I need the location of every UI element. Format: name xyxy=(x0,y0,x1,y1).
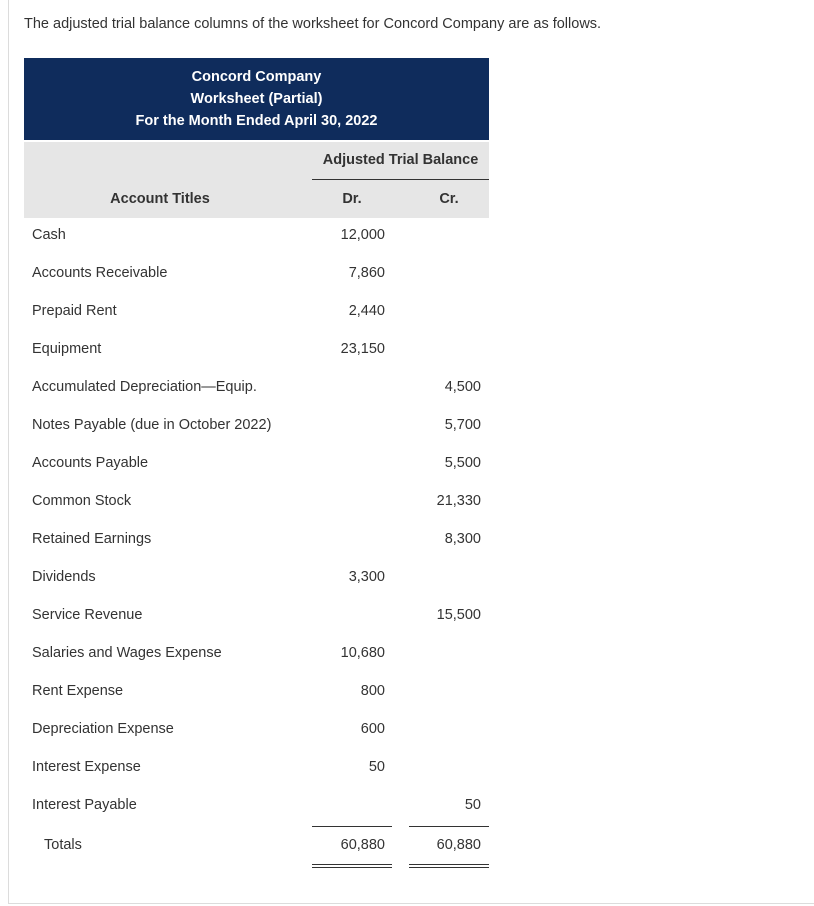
table-row xyxy=(24,750,489,788)
table-row xyxy=(24,294,489,332)
table-row xyxy=(24,332,489,370)
credit-amount: 50 xyxy=(464,797,481,813)
debit-amount: 3,300 xyxy=(348,569,385,585)
account-title: Dividends xyxy=(32,569,96,585)
table-row xyxy=(24,484,489,522)
table-row xyxy=(24,598,489,636)
account-title: Accounts Payable xyxy=(32,455,149,471)
debit-amount: 10,680 xyxy=(340,645,385,661)
account-title: Service Revenue xyxy=(32,607,143,623)
account-title: Rent Expense xyxy=(32,683,124,699)
table-row xyxy=(24,674,489,712)
table-row xyxy=(24,446,489,484)
debit-total: 60,880 xyxy=(340,837,385,853)
table-row xyxy=(24,560,489,598)
worksheet-period: For the Month Ended April 30, 2022 xyxy=(135,113,378,129)
credit-double-underline xyxy=(409,864,489,868)
credit-amount: 5,700 xyxy=(444,417,481,433)
table-row xyxy=(24,370,489,408)
debit-amount: 800 xyxy=(360,683,385,699)
credit-amount: 4,500 xyxy=(444,379,481,395)
worksheet-header xyxy=(24,58,489,140)
account-title: Depreciation Expense xyxy=(32,721,174,737)
debit-amount: 23,150 xyxy=(340,341,385,357)
debit-header: Dr. xyxy=(342,191,362,207)
debit-total-rule xyxy=(312,826,392,827)
company-name: Concord Company xyxy=(191,69,322,85)
intro-text: The adjusted trial balance columns of the worksheet for Concord Company are as follows. xyxy=(24,16,602,32)
account-title: Interest Expense xyxy=(32,759,141,775)
debit-amount: 600 xyxy=(360,721,385,737)
table-row xyxy=(24,636,489,674)
credit-amount: 21,330 xyxy=(436,493,481,509)
account-title: Interest Payable xyxy=(32,797,137,813)
debit-amount: 50 xyxy=(368,759,385,775)
table-row xyxy=(24,218,489,256)
totals-label: Totals xyxy=(44,837,82,853)
debit-amount: 2,440 xyxy=(348,303,385,319)
debit-double-underline xyxy=(312,864,392,868)
account-title: Equipment xyxy=(32,341,102,357)
credit-header: Cr. xyxy=(439,191,459,207)
table-row xyxy=(24,256,489,294)
credit-amount: 8,300 xyxy=(444,531,481,547)
account-title: Retained Earnings xyxy=(32,531,152,547)
credit-total-rule xyxy=(409,826,489,827)
account-titles-header: Account Titles xyxy=(110,191,210,207)
account-title: Common Stock xyxy=(32,493,132,509)
credit-total: 60,880 xyxy=(436,837,481,853)
account-title: Accumulated Depreciation—Equip. xyxy=(32,379,257,395)
account-title: Accounts Receivable xyxy=(32,265,168,281)
account-title: Prepaid Rent xyxy=(32,303,117,319)
credit-amount: 15,500 xyxy=(436,607,481,623)
account-title: Cash xyxy=(32,227,66,243)
totals-row xyxy=(24,828,489,866)
account-title: Notes Payable (due in October 2022) xyxy=(32,417,272,433)
account-title: Salaries and Wages Expense xyxy=(32,645,222,661)
table-row xyxy=(24,788,489,826)
table-row xyxy=(24,522,489,560)
debit-amount: 12,000 xyxy=(340,227,385,243)
table-row xyxy=(24,408,489,446)
adjusted-trial-balance-label: Adjusted Trial Balance xyxy=(312,149,489,180)
debit-amount: 7,860 xyxy=(348,265,385,281)
table-row xyxy=(24,712,489,750)
worksheet-subtitle: Worksheet (Partial) xyxy=(190,91,323,107)
credit-amount: 5,500 xyxy=(444,455,481,471)
